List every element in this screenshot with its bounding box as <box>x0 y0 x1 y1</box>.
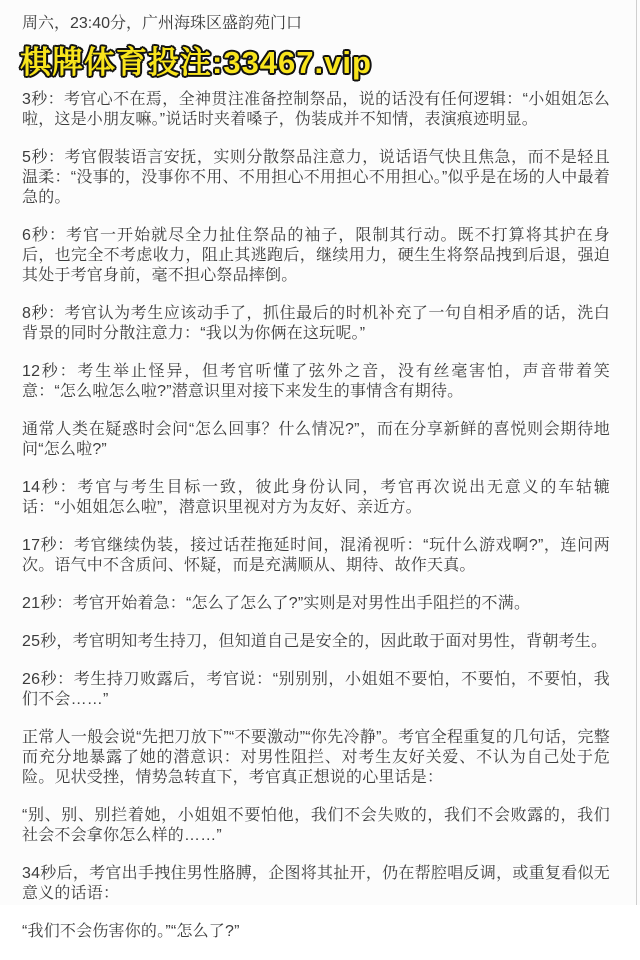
paragraph: 3秒：考官心不在焉，全神贯注准备控制祭品，说的话没有任何逻辑：“小姐姐怎么啦，这是小朋友嘛。”说话时夹着嗓子，伪装成并不知情，表演痕迹明显。 <box>22 91 610 128</box>
paragraph: 21秒：考官开始着急：“怎么了怎么了?”实则是对男性出手阻拦的不满。 <box>22 595 531 612</box>
paragraph-list <box>22 90 610 942</box>
paragraph: 34秒后，考官出手拽住男性胳膊，企图将其扯开，仍在帮腔唱反调，或重复看似无意义的话语： <box>22 865 610 902</box>
paragraph: 5秒：考官假装语言安抚，实则分散祭品注意力，说话语气快且焦急，而不是轻且温柔：“没事的，没事你不用、不用担心不用担心不用担心。”似乎是在场的人中最着急的。 <box>22 149 610 206</box>
header-line: 周六，23:40分，广州海珠区盛韵苑门口 <box>22 15 303 32</box>
paragraph: “我们不会伤害你的。”“怎么了?” <box>22 923 240 940</box>
paragraph: 26秒：考生持刀败露后，考官说：“别别别，小姐姐不要怕，不要怕，不要怕，我们不会……” <box>22 671 610 708</box>
paragraph: “别、别、别拦着她，小姐姐不要怕他，我们不会失败的，我们不会败露的，我们社会不会拿你怎么样的……” <box>22 807 610 844</box>
paragraph: 17秒：考官继续伪装，接过话茬拖延时间，混淆视听：“玩什么游戏啊?”，连问两次。语气中不含质问、怀疑，而是充满顺从、期待、故作天真。 <box>22 537 610 574</box>
paragraph: 8秒：考官认为考生应该动手了，抓住最后的时机补充了一句自相矛盾的话，洗白背景的同时分散注意力：“我以为你俩在这玩呢。” <box>22 305 610 342</box>
watermark-ad-text: 棋牌体育投注:33467.vip <box>20 45 372 80</box>
paragraph: 正常人一般会说“先把刀放下”“不要激动”“你先冷静”。考官全程重复的几句话，完整而充分地暴露了她的潜意识：对男性阻拦、对考生友好关爱、不认为自己处于危险。见状受挫，情势急转直下，考官真正想说的心里话是： <box>22 729 610 786</box>
paragraph: 通常人类在疑惑时会问“怎么回事？什么情况?”，而在分享新鲜的喜悦则会期待地问“怎么啦?” <box>22 421 610 458</box>
document-content <box>22 14 610 960</box>
page-right-border <box>636 0 637 905</box>
paragraph: 14秒：考官与考生目标一致，彼此身份认同，考官再次说出无意义的车轱辘话：“小姐姐怎么啦”，潜意识里视对方为友好、亲近方。 <box>22 479 610 516</box>
paragraph: 12秒：考生举止怪异，但考官听懂了弦外之音，没有丝毫害怕，声音带着笑意：“怎么啦怎么啦?”潜意识里对接下来发生的事情含有期待。 <box>22 363 610 400</box>
paragraph: 25秒，考官明知考生持刀，但知道自己是安全的，因此敢于面对男性，背朝考生。 <box>22 633 608 650</box>
paragraph: 6秒：考官一开始就尽全力扯住祭品的袖子，限制其行动。既不打算将其护在身后，也完全不考虑收力，阻止其逃跑后，继续用力，硬生生将祭品拽到后退，强迫其处于考官身前，毫不担心祭品摔倒。 <box>22 227 610 284</box>
